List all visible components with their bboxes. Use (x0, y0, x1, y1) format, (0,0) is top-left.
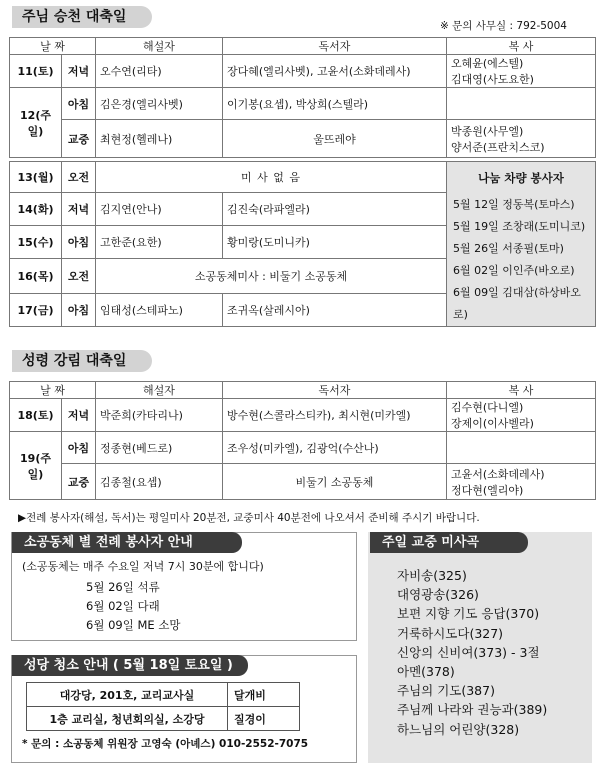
commentator-cell: 박준희(카타리나) (96, 399, 223, 432)
time-cell: 아침 (62, 88, 96, 120)
hymn-item: 자비송(325) (397, 568, 467, 583)
server-cell: 김수현(다니엘) 장제이(이사벨라) (447, 399, 596, 432)
server-cell (447, 88, 596, 120)
time-cell: 오전 (62, 259, 96, 293)
community-item: 6월 02일 다래 (86, 599, 160, 613)
date-cell: 13(월) (10, 162, 62, 193)
server-cell (447, 432, 596, 464)
date-cell: 11(토) (10, 55, 62, 88)
time-cell: 아침 (62, 432, 96, 464)
car-service-title: 나눔 차량 봉사자 (478, 171, 564, 185)
community-mass-cell: 소공동체미사 : 비둘기 소공동체 (96, 259, 447, 293)
reader-cell: 비둘기 소공동체 (223, 464, 447, 500)
reader-cell: 방수현(스콜라스티카), 최시현(미카엘) (223, 399, 447, 432)
reader-cell: 황미랑(도미니카) (223, 226, 447, 259)
server-cell: 고윤서(소화데레사) 정다현(엘리야) (447, 464, 596, 500)
hymns-list (397, 566, 547, 739)
reader-cell: 장다혜(엘리사벳), 고윤서(소화데레사) (223, 55, 447, 88)
commentator-cell: 김종철(요셉) (96, 464, 223, 500)
community-list (86, 578, 181, 635)
server-cell: 오혜윤(에스텔) 김대영(사도요한) (447, 55, 596, 88)
commentator-cell: 고한준(요한) (96, 226, 223, 259)
section2-title: 성령 강림 대축일 (12, 350, 152, 372)
time-cell: 아침 (62, 226, 96, 259)
car-service-item: 5월 26일 서종필(토마) (453, 242, 564, 255)
time-cell: 교중 (62, 120, 96, 158)
header-commentator: 해설자 (96, 382, 223, 399)
commentator-cell: 김은경(엘리사벳) (96, 88, 223, 120)
schedule-table-1 (9, 37, 596, 327)
header-reader: 독서자 (223, 382, 447, 399)
hymns-title: 주일 교중 미사곡 (370, 532, 528, 553)
time-cell: 오전 (62, 162, 96, 193)
no-mass-cell: 미 사 없 음 (96, 162, 447, 193)
car-service-cell (447, 162, 596, 327)
reader-cell: 조우성(미카엘), 김광억(수산나) (223, 432, 447, 464)
server-note: ▶전례 봉사자(해설, 독서)는 평일미사 20분전, 교중미사 40분전에 나오셔서 준비해 주시기 바랍니다. (18, 512, 480, 524)
hymn-item: 주님께 나라와 권능과(389) (397, 702, 548, 718)
time-cell: 저녁 (62, 399, 96, 432)
cleaning-contact: * 문의 : 소공동체 위원장 고영숙 (아녜스) 010-2552-7075 (22, 738, 309, 750)
reader-cell: 이기봉(요셉), 박상희(스텔라) (223, 88, 447, 120)
reader-cell: 울뜨레야 (223, 120, 447, 158)
car-service-item: 5월 12일 정동복(토마스) (453, 198, 575, 211)
hymn-item: 주님의 기도(387) (397, 683, 495, 699)
header-date: 날 짜 (10, 382, 96, 399)
cleaning-group: 달개비 (228, 683, 300, 707)
header-server: 복 사 (447, 38, 596, 55)
hymn-item: 아멘(378) (397, 664, 455, 680)
header-server: 복 사 (447, 382, 596, 399)
commentator-cell: 최현정(헬레나) (96, 120, 223, 158)
car-service-item: 6월 02일 이인주(바오로) (453, 264, 575, 277)
commentator-cell: 임태성(스테파노) (96, 293, 223, 326)
car-service-item: 5월 19일 조창래(도미니코) (453, 220, 586, 233)
hymn-item: 대영광송(326) (397, 587, 479, 603)
community-item: 5월 26일 석류 (86, 580, 160, 594)
car-service-item: 6월 09일 김대삼(하상바오로) (453, 286, 581, 321)
cleaning-group: 질경이 (228, 707, 300, 731)
commentator-cell: 오수연(리타) (96, 55, 223, 88)
time-cell: 아침 (62, 293, 96, 326)
date-cell: 14(화) (10, 193, 62, 226)
cleaning-title: 성당 청소 안내 ( 5월 18일 토요일 ) (12, 655, 248, 676)
commentator-cell: 정종현(베드로) (96, 432, 223, 464)
hymn-item: 거룩하시도다(327) (397, 625, 504, 641)
header-date: 날 짜 (10, 38, 96, 55)
schedule-table-2 (9, 381, 596, 500)
date-cell: 16(목) (10, 259, 62, 293)
header-reader: 독서자 (223, 38, 447, 55)
date-cell: 17(금) (10, 293, 62, 326)
contact-office: ※ 문의 사무실 : 792-5004 (440, 20, 567, 32)
reader-cell: 조귀옥(살레시아) (223, 293, 447, 326)
header-commentator: 해설자 (96, 38, 223, 55)
community-subtitle: (소공동체는 매주 수요일 저녁 7시 30분에 합니다) (22, 560, 264, 573)
cleaning-place: 대강당, 201호, 교리교사실 (27, 683, 228, 707)
hymn-item: 보편 지향 기도 응답(370) (397, 606, 540, 622)
cleaning-table (26, 682, 300, 731)
date-cell: 18(토) (10, 399, 62, 432)
community-item: 6월 09일 ME 소망 (86, 618, 181, 632)
reader-cell: 김진숙(라파엘라) (223, 193, 447, 226)
commentator-cell: 김지연(안나) (96, 193, 223, 226)
date-cell: 19(주일) (10, 432, 62, 500)
cleaning-place: 1층 교리실, 청년회의실, 소강당 (27, 707, 228, 731)
section1-title: 주님 승천 대축일 (12, 6, 152, 28)
server-cell: 박종원(사무엘) 양서준(프란치스코) (447, 120, 596, 158)
hymn-item: 하느님의 어린양(328) (397, 721, 520, 737)
date-cell: 12(주일) (10, 88, 62, 158)
date-cell: 15(수) (10, 226, 62, 259)
hymn-item: 신앙의 신비여(373) - 3절 (397, 644, 540, 660)
time-cell: 저녁 (62, 193, 96, 226)
time-cell: 저녁 (62, 55, 96, 88)
time-cell: 교중 (62, 464, 96, 500)
community-title: 소공동체 별 전례 봉사자 안내 (12, 532, 242, 553)
